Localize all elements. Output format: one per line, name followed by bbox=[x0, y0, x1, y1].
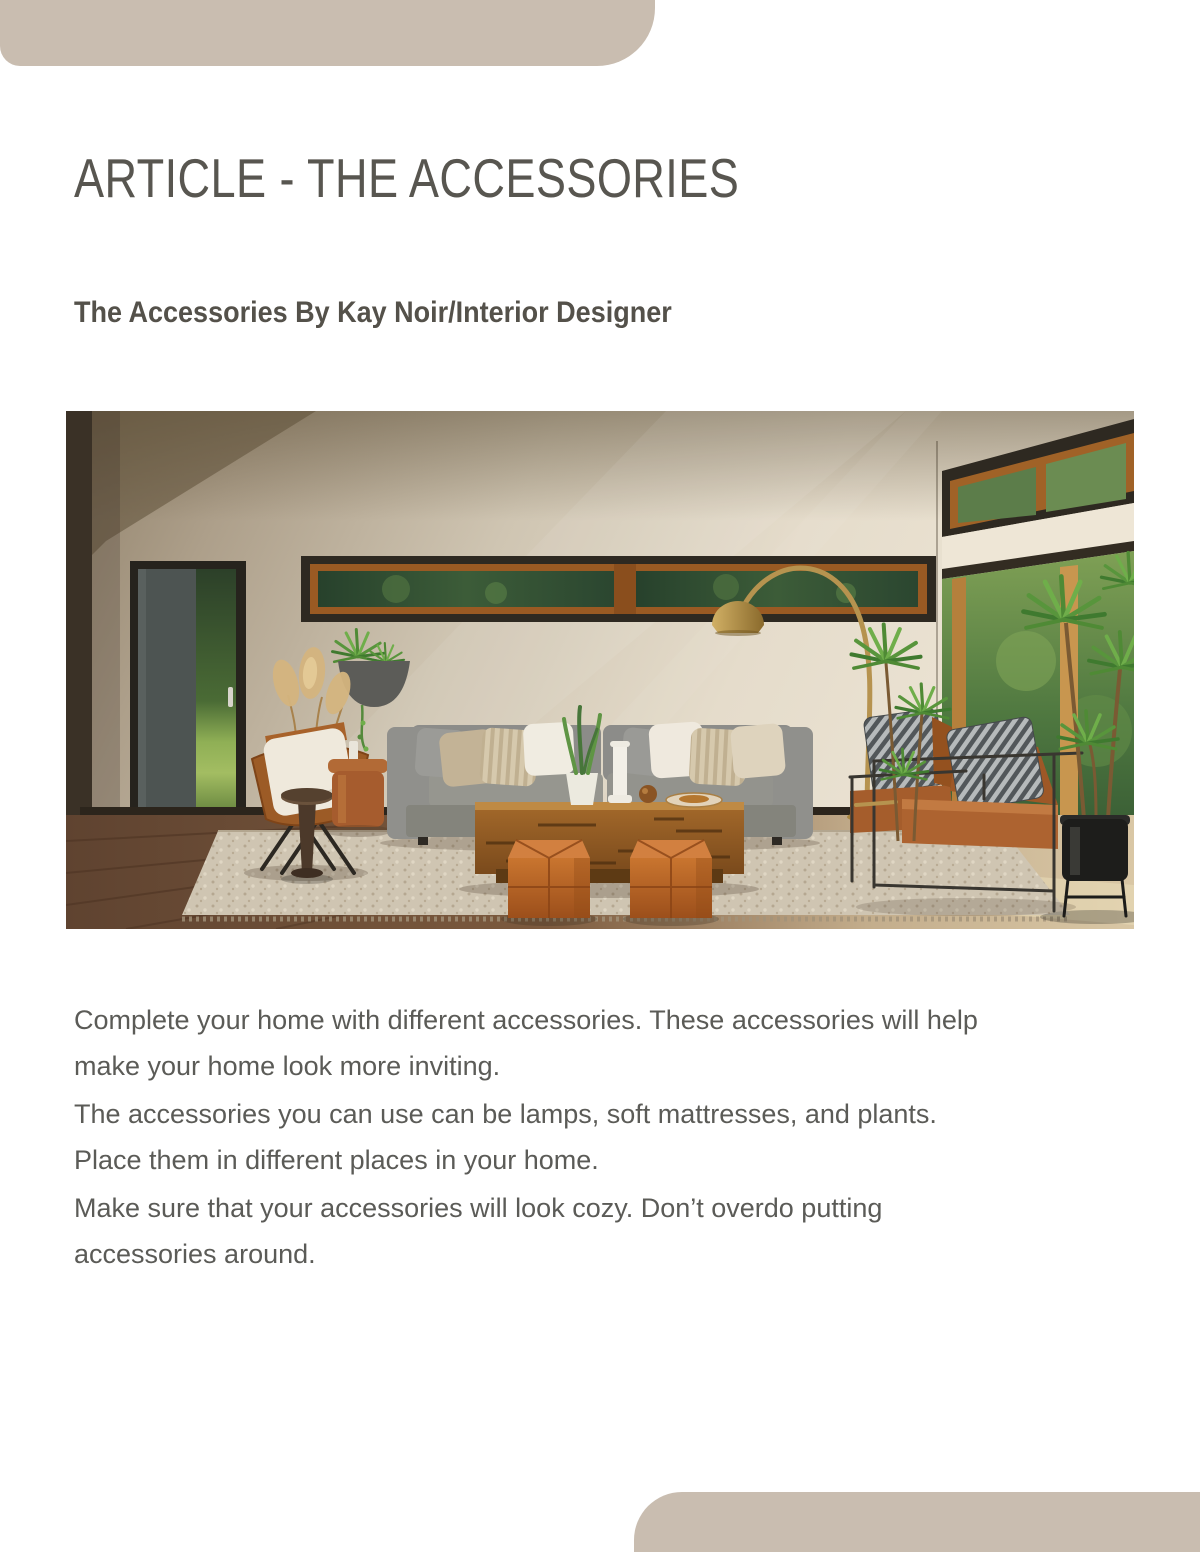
paragraph-3 bbox=[74, 1185, 1114, 1277]
paragraph-2-line-1: The accessories you can use can be lamps, soft mattresses, and plants. bbox=[74, 1099, 937, 1129]
paragraph-2 bbox=[74, 1091, 1114, 1183]
paragraph-1-line-2: make your home look more inviting. bbox=[74, 1051, 501, 1081]
living-room-illustration bbox=[66, 411, 1134, 929]
pouf-left bbox=[501, 840, 597, 926]
article-body bbox=[74, 997, 1114, 1279]
top-decoration-shape bbox=[0, 0, 655, 66]
paragraph-1 bbox=[74, 997, 1114, 1089]
page-title: ARTICLE - THE ACCESSORIES bbox=[74, 147, 740, 209]
paragraph-1-line-1: Complete your home with different accessories. These accessories will help bbox=[74, 1005, 978, 1035]
paragraph-2-line-2: Place them in different places in your home. bbox=[74, 1145, 599, 1175]
pouf-right bbox=[623, 840, 719, 926]
hero-image bbox=[66, 411, 1134, 929]
door-handle bbox=[228, 687, 233, 707]
paragraph-3-line-2: accessories around. bbox=[74, 1239, 316, 1269]
article-byline: The Accessories By Kay Noir/Interior Designer bbox=[74, 296, 672, 329]
bottom-decoration-shape bbox=[634, 1492, 1200, 1552]
door bbox=[130, 561, 246, 813]
paragraph-3-line-1: Make sure that your accessories will look cozy. Don’t overdo putting bbox=[74, 1193, 883, 1223]
